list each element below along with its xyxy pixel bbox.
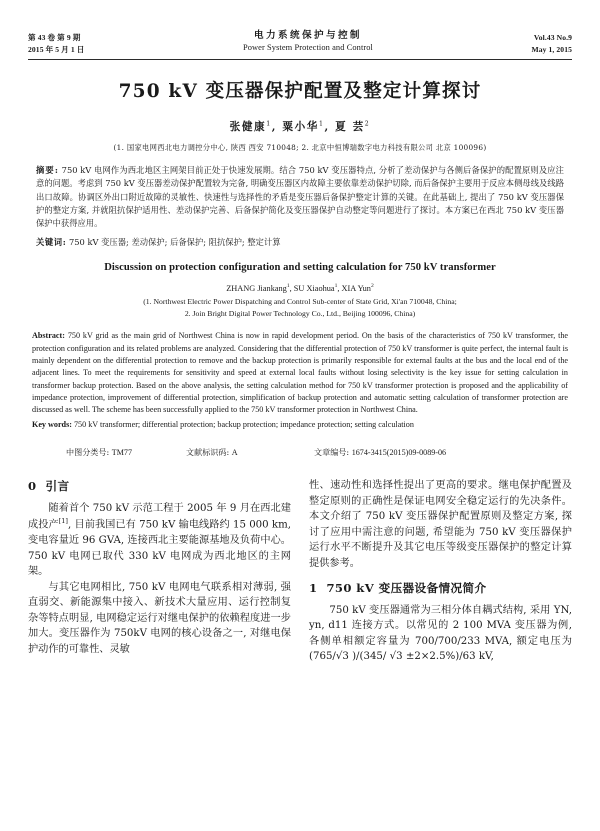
document-code-value: A (231, 448, 238, 458)
author-cn-1: 张健康 (229, 120, 267, 133)
affiliation-en-2: 2. Join Bright Digital Power Technology Co., Ltd., Beijing 100096, China) (184, 308, 416, 318)
abstract-cn (28, 164, 572, 231)
header-divider (28, 59, 572, 60)
author-cn-2: 粟小华 (282, 120, 319, 133)
author-en-3: XIA Yun (341, 284, 371, 294)
author-cn-3: 夏 芸 (335, 120, 365, 133)
volume-issue-cn: 第 43 卷 第 9 期 (28, 33, 81, 42)
paragraph-1-1-b: )/(345/ (348, 651, 390, 663)
journal-title-en: Power System Protection and Control (242, 43, 373, 53)
running-head-right (531, 30, 572, 56)
article-number-label: 文章编号: (314, 447, 350, 458)
sqrt-expression-2: √3 (389, 651, 403, 663)
clc-value: TM77 (111, 448, 133, 458)
journal-title-cn: 电力系统保护与控制 (253, 30, 362, 41)
clc-label: 中图分类号: (66, 447, 110, 458)
page-title-en: Discussion on protection configuration and setting calculation for 750 kV transformer (104, 262, 496, 274)
keywords-cn (28, 236, 572, 249)
affiliations-en (28, 296, 572, 319)
paragraph-0-1 (28, 501, 291, 580)
running-head (28, 30, 572, 58)
author-cn-3-affil-marker: 2 (364, 120, 371, 128)
volume-issue-en: Vol.43 No.9 (533, 33, 572, 42)
column-right (309, 478, 572, 723)
article-number (314, 447, 446, 458)
section-number-1: 1 (309, 581, 318, 596)
keywords-en-label: Key words: (32, 419, 72, 429)
paragraph-0-1-a: 随着首个 750 kV 示范工程于 2005 年 9 月在西北建成投产 (28, 502, 291, 531)
paragraph-0-2-cont: 性、速动性和选择性提出了更高的要求。继电保护配置及整定原则的正确性是保证电网安全稳定运行的先决条件。本文介绍了 750 kV 变压器保护配置原则及整定方案, 探讨了应用中需注意的问题, 希望能为 750 kV 变压器保护运行水平不断提升及其它电压等级变压器保护的整定计算提供参考。 (309, 480, 572, 569)
author-cn-1-affil-marker: 1 (266, 120, 272, 128)
classification-row (28, 447, 572, 458)
column-left (28, 478, 291, 723)
paragraph-0-2: 与其它电网相比, 750 kV 电网电气联系相对薄弱, 强直弱交、新能源集中接入、新技术大量应用、运行控制复杂等特点明显, 电网稳定运行对继电保护的依赖程度进一步加大。变压器作为 750kV 电网的核心设备之一, 对继电保护动作的可靠性、灵敏 (28, 581, 291, 655)
keywords-cn-text: 750 kV 变压器; 差动保护; 后备保护; 阻抗保护; 整定计算 (69, 236, 281, 247)
author-en-1-affil-marker: 1 (286, 283, 290, 290)
author-en-2: SU Xiaohua (293, 284, 335, 294)
abstract-en-text: 750 kV grid as the main grid of Northwest China is now in rapid development period. On the basis of the characteristics of 750 kV transformer, the protection configuration and its related problems are analyzed. Considering that the differential protection of 750 kV transformer is quite perfect, the internal fault is mainly dependent on the differential protection to remove and the backup protection is primarily responsible for external faults at the bus and the local end of the adjacent lines. To meet the requirements for sensitivity and speed at external local faults without losing selectivity is the key issue for setting calculation in transformer backup protection. Based on the above analysis, the setting calculation method for 750 kV transformer protection is proposed and the applicability of impedance protection, improvement of differential protection, simplification of backup protection and automatic setting calculation of transformer protection are discussed as well. The scheme has been successfully applied to the 750 kV transformer protection in Northwest China. (32, 331, 569, 415)
keywords-en (28, 419, 572, 431)
publish-date-cn: 2015 年 5 月 1 日 (28, 44, 85, 54)
abstract-cn-text: 750 kV 电网作为西北地区主网架目前正处于快速发展期。结合 750 kV 变压器特点, 分析了差动保护与各侧后备保护的配置原则及应注意的问题。考虑到 750 kV 变压器差动保护配置较为完备, 明确变压器区内故障主要依靠差动保护切除, 而后备保护主要用于反应本侧母线及线路出口故障。协调区外出口附近故障的灵敏性、快速性与选择性的矛盾是变压器后备保护整定计算的关键。在此基础上, 提出了 750 kV 变压器保护的整定方案, 并就阻抗保护适用性、差动保护完善、后备保护简化及变压器保护自动整定等问题进行了探讨。本方案已在西北 750 kV 变压器保护中获得应用。 (36, 164, 564, 229)
affiliation-en-1: (1. Northwest Electric Power Dispatching and Control Sub-center of State Grid, Xi'an 710048, China; (143, 297, 457, 307)
authors-cn: 张健康$^1$, 粟小华$^1$, 夏 芸$^2$ (229, 120, 371, 133)
keywords-cn-label: 关键词: (36, 236, 67, 247)
sqrt-expression-1: √3 (335, 651, 349, 663)
authors-en: ZHANG Jiankang$^1$, SU Xiaohua$^1$, XIA Yun$^2$ (226, 283, 374, 294)
section-title-0: 引言 (45, 479, 70, 494)
running-head-center (84, 30, 531, 54)
section-title-1: 750 kV 变压器设备情况简介 (326, 581, 487, 596)
publish-date-en: May 1, 2015 (531, 44, 572, 54)
paragraph-1-1-c: ±2×2.5%)/63 kV, (402, 651, 494, 663)
document-code (186, 447, 314, 458)
clc-number (66, 447, 186, 458)
author-en-2-affil-marker: 1 (334, 283, 338, 290)
abstract-cn-label: 摘要: (36, 164, 59, 175)
author-cn-2-affil-marker: 1 (318, 120, 325, 128)
paragraph-1-1 (309, 603, 572, 665)
keywords-en-text: 750 kV transformer; differential protection; backup protection; impedance protection; setting calculation (73, 419, 414, 429)
body-columns (28, 478, 572, 723)
page-title-cn: 750 kV 变压器保护配置及整定计算探讨 (118, 80, 482, 102)
article-number-value: 1674-3415(2015)09-0089-06 (351, 448, 447, 458)
section-heading-0 (28, 478, 291, 496)
section-number-0: 0 (28, 479, 37, 494)
author-en-3-affil-marker: 2 (370, 283, 374, 290)
author-en-1: ZHANG Jiankang (226, 284, 287, 294)
paragraph-1-1-a: 750 kV 变压器通常为三相分体自耦式结构, 采用 YN, yn, d11 连接方式。以常见的 2 100 MVA 变压器为例, 各侧单相额定容量为 700/700/233 MVA, 额定电压为(765/ (309, 604, 572, 663)
abstract-en (28, 330, 572, 417)
citation-ref-1: [1] (58, 517, 68, 526)
affiliations-cn: (1. 国家电网西北电力调控分中心, 陕西 西安 710048; 2. 北京中恒博瑞数字电力科技有限公司 北京 100096) (113, 142, 487, 152)
paragraph-0-1-b: , 目前我国已有 750 kV 输电线路约 15 000 km, 变电容量近 96 GVA, 连接西北主要能源基地及负荷中心。750 kV 电网已取代 330 kV 电网成为西北地区的主网架。 (28, 519, 291, 578)
section-heading-1 (309, 580, 572, 598)
document-code-label: 文献标识码: (186, 447, 230, 458)
abstract-en-label: Abstract: (32, 331, 65, 341)
running-head-left (28, 30, 84, 56)
